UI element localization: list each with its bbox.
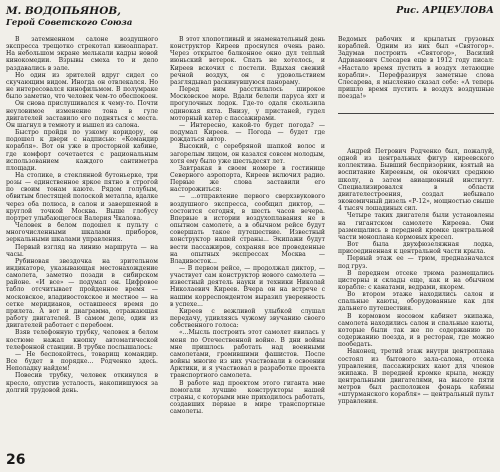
text-column-1: [6, 36, 158, 454]
text-column-3-bottom: [338, 148, 494, 464]
paragraph: Четыре таких двигателя были установлены на гигантском самолете Киреева. Они размещались в передней кромке центральной части моноплана кормовых кресел.: [338, 212, 494, 241]
paragraph: В переднем отсеке трюма размещались цистерны и склады еще, как и на обычном корабле: с канатами, ведрами, якорем.: [338, 269, 494, 291]
paragraph: Наконец, третий этаж внутри центроплана состоял из бытового зала-салона, отсека управления, пассажирских кают для членов экипажа. В передней кромке крыла, между центральными двигателями, на высоте пяти метров был расположен фонарь кабины «штурманского корабля» — центральный пульт управления.: [338, 348, 494, 406]
paragraph: Ведомых рабочих и крылатых грузовых кораблей. Одним из них был «Святогор». Задумав построить «Святогор», Василий Адрианович Слесарев еще в 1912 году писал: «Настало время пустить в воздух летающие корабли». Перефразируя заметные слова Слесарева, я мысленно сказал себе: «А теперь пришло время пустить в воздух воздушные поезда!»: [338, 36, 494, 101]
paragraph: — В первом рейсе, — продолжал диктор, — участвует сам конструктор нового самолета — известный деятель науки и техники Николай Николаевич Киреев. Вчера он на встрече с нашим корреспондентом выразил уверенность в успехе...: [170, 265, 325, 308]
text-column-2: [170, 36, 325, 454]
paragraph: Он снова прислушивался к чему-то. Почти неуловимое изменение тона в гуле двигателей заставило его подняться с места. Он шагнул в темноту и вышел из салона.: [6, 100, 158, 129]
paragraph: В кормовом носовом кабинет экипажа, самолета находились салон и спальные каюты, которые были так же по содержанию по содержанию поезда, и в ресторан, где можно пообедать.: [338, 312, 494, 349]
paragraph: Быстро пройдя по узкому коридору, он подошел к двери с надписью: «Командир корабля». Вот он уже в просторной кабине, где комфорт сочетается с рациональным использованием каждого сантиметра площади.: [6, 129, 158, 172]
paragraph: Взяв телефонную трубку, человек в белом костюме нажал кнопку автоматической телефонной станции. В трубке послышалось:: [6, 329, 158, 351]
paragraph: Высокий, с серебряной шапкой волос и загорелым лицом, он казался совсем молодым, хотя ему было уже шестьдесят лет.: [170, 143, 325, 165]
paragraph: На столике, в стеклянной бутоньерке, три розы — единственное яркое пятно в строгой по своим тонам каюте. Рядом голубым, обвитым блестящей полоской металла, вдалке через оба полюса, в салон и завершенной в круглой точкой Москва. Выше глобусу портрет улыбающегося Валерия Чкалова.: [6, 171, 158, 222]
paragraph: Перед ним расстилалось широкое Московское море. Вдали белели паруса яхт и прогулочных лодок. Где-то одаля скользила одинокая яхта. Внизу, у пристаней, гудел моторный катер с пассажирами.: [170, 86, 325, 122]
page-number: 26: [6, 452, 26, 468]
paragraph: — ...отправление первого сверхзвукового воздушного экспресса, сообщил диктор, — состоится сегодня, в шесть часов вечера. Впервые в истории воздухоплавания не в опытном самолете, а в обычном рейсе будут совершать такое путешествие. Известный конструктор нашей страны... Экипажи будут вести пассажиров, сохраняя все проведенные на опытных экспрессах Москва — Владивосток...: [170, 193, 325, 265]
page-header: [6, 5, 494, 35]
paragraph: Киреев с вежливой улыбкой слушал передачу, удивляясь чужому звучанию своего собственного голоса:: [170, 307, 325, 330]
paragraph: — Не беспокойтесь, товарищ командир. Все будет в порядке... Родченко здесь. Неполадку найдем!: [6, 350, 158, 373]
paragraph: Во втором этаже находились салон и спальные каюты, оборудованные как для дальнего путешествия.: [338, 291, 494, 313]
paragraph: В этот хлопотливый и знаменательный день конструктор Киреев проснулся очень рано. Через открытое балконное окно дул теплый июньский ветерок. Спать не хотелось, и Киреев вскочил с постели. Вдыхая свежий речной воздух, он с удовольствием разглядывал раскинувшуюся панораму.: [170, 36, 325, 86]
paragraph: Андрей Петрович Родченко был, пожалуй, одной из центральных фигур киреевского коллектива. Бывший беспризорник, взятый на воспитание Киреевым, он окончил среднюю школу, а затем авиационный институт. Специализировался в области двигателестроения, создал небывало экономичный дизель «Р-12», мощностью свыше 4 тысяч лошадиных сил.: [338, 148, 494, 213]
text-column-3-top: [338, 36, 494, 106]
illustrator-credit: Рис. АРЦЕУЛОВА: [396, 5, 494, 16]
paragraph: Первый этаж ее — трюм, предназначался под груз.: [338, 255, 494, 270]
author-title: Герой Советского Союза: [6, 18, 133, 28]
section-divider: [338, 113, 494, 114]
paragraph: Но один из зрителей вдруг сидел со скучающим видом. Иногда он отвлекался. Но не интересовался кинофильмом. В полумраке было заметно, что человек чем-то обеспокоен.: [6, 71, 158, 101]
paragraph: Вот была двухфюзеляжная лодка, присоединенная к центральной части крыла.: [338, 241, 494, 256]
paragraph: Первый взгляд на линию маршрута — на часы.: [6, 243, 158, 258]
paragraph: В затемненном салоне воздушного экспресса трещотко стрекотал киноаппарат. На небольшом экране мелькали кадры новой кинокомедии. Взрывы смеха то и дело раздавались в зале.: [6, 36, 158, 72]
paragraph: В работе над проектом этого гиганта мне помогали лучшие конструкторы нашей страны, с которыми мне приходилось работать, создавших первые в мире транспортные самолеты.: [170, 379, 325, 416]
paragraph: «...Мысль построить этот самолет явилась у меня по Отечественной войне. В дни войны мне пришлось работать над военными самолетами, громившими фашистов. После войны многие из них участвовали в освоении Арктики, и я участвовал в разработке проекта транспортного самолета.: [170, 329, 325, 380]
paragraph: Человек в белом подошел к пульту с многочисленными шкалами приборов, зеркальными шкалами управления.: [6, 222, 158, 244]
paragraph: Завтракая в своем номере в гостинице Северного аэропорта, Киреев включил радио. Первые же слова заставили его насторожиться:: [170, 164, 325, 194]
author-name: М. ВОДОПЬЯНОВ,: [6, 5, 121, 17]
paragraph: Повесив трубку, человек откинулся в кресло, опустив усталость, накопившуюся за долгий трудовой день.: [6, 372, 158, 394]
paragraph: Рубиновая звездочка на зрительном индикаторе, указывающая местонахождение самолета, заметно позади в сибирском районе. «И все» — подумал он. Цифровое табло отсчитывает пройденное время — московское, владивостокское и местное — на сетке меридианов, оставшееся время до прилета. А вот и диаграмма, отражающая работу двигателей. В самом деле, один из двигателей работает с перебоем.: [6, 257, 158, 330]
author-byline: [6, 5, 132, 29]
paragraph: — Интересно, какой-то будет погода? — подумал Киреев. — Погода — будет где рождаться автор.: [170, 121, 325, 144]
